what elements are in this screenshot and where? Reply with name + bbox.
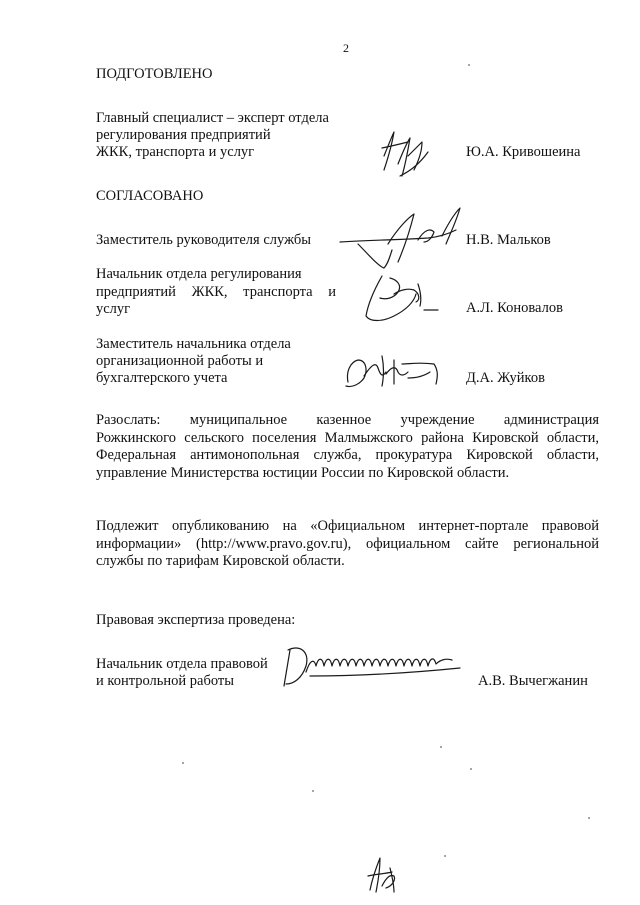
publication-line-2: информации» (http://www.pravo.gov.ru), официальном сайте региональной — [96, 535, 599, 552]
distribution-line-2: Рожкинского сельского поселения Малмыжского района Кировской области, — [96, 429, 599, 446]
agreed-heading: СОГЛАСОВАНО — [96, 188, 204, 204]
signature-krivosheina — [378, 126, 438, 184]
prepared-position-line-3: ЖКК, транспорта и услуг — [96, 144, 255, 160]
signer-3-position-line-1: Заместитель начальника отдела — [96, 336, 291, 352]
scan-speck — [444, 855, 446, 857]
initials-mark — [362, 850, 406, 896]
legal-review-position-line-2: и контрольной работы — [96, 673, 234, 689]
signer-3-position-line-3: бухгалтерского учета — [96, 370, 228, 386]
signer-1-position-line-1: Заместитель руководителя службы — [96, 232, 312, 248]
distribution-line-1: Разослать: муниципальное казенное учреждение администрация — [96, 412, 599, 428]
signer-2-position-line-2: предприятий ЖКК, транспорта и — [96, 283, 336, 300]
prepared-position-line-2: регулирования предприятий — [96, 127, 271, 143]
scan-speck — [312, 790, 314, 792]
legal-review-statement: Правовая экспертиза проведена: — [96, 612, 296, 628]
publication-paragraph — [96, 518, 599, 571]
scan-speck — [588, 817, 590, 819]
distribution-paragraph — [96, 412, 599, 482]
signature-zhuikov — [338, 348, 450, 396]
scan-speck — [468, 64, 470, 66]
signer-3-name: Д.А. Жуйков — [466, 370, 545, 386]
signature-vychegzhanin — [280, 638, 470, 692]
scan-speck — [440, 746, 442, 748]
prepared-heading: ПОДГОТОВЛЕНО — [96, 66, 213, 82]
prepared-signer-name: Ю.А. Кривошеина — [466, 144, 581, 160]
distribution-line-4: управление Министерства юстиции России по Кировской области. — [96, 464, 510, 481]
scan-speck — [182, 762, 184, 764]
signer-2-position-line-3: услуг — [96, 301, 131, 317]
legal-review-position-line-1: Начальник отдела правовой — [96, 656, 268, 672]
signer-1-name: Н.В. Мальков — [466, 232, 551, 248]
publication-line-1: Подлежит опубликованию на «Официальном интернет-портале правовой — [96, 518, 599, 534]
page-number: 2 — [343, 41, 349, 55]
signer-2-position — [96, 266, 336, 319]
signature-malkov — [338, 204, 466, 272]
legal-review-signer-name: А.В. Вычегжанин — [478, 673, 588, 689]
distribution-line-3: Федеральная антимонопольная служба, прокуратура Кировской области, — [96, 447, 599, 463]
prepared-position-line-1: Главный специалист – эксперт отдела — [96, 110, 329, 126]
publication-line-3: службы по тарифам Кировской области. — [96, 553, 345, 569]
signer-2-position-line-1: Начальник отдела регулирования — [96, 266, 302, 282]
signer-3-position-line-2: организационной работы и — [96, 353, 264, 369]
signature-konovalov — [360, 270, 444, 328]
signer-2-name: А.Л. Коновалов — [466, 300, 563, 316]
scan-speck — [470, 768, 472, 770]
